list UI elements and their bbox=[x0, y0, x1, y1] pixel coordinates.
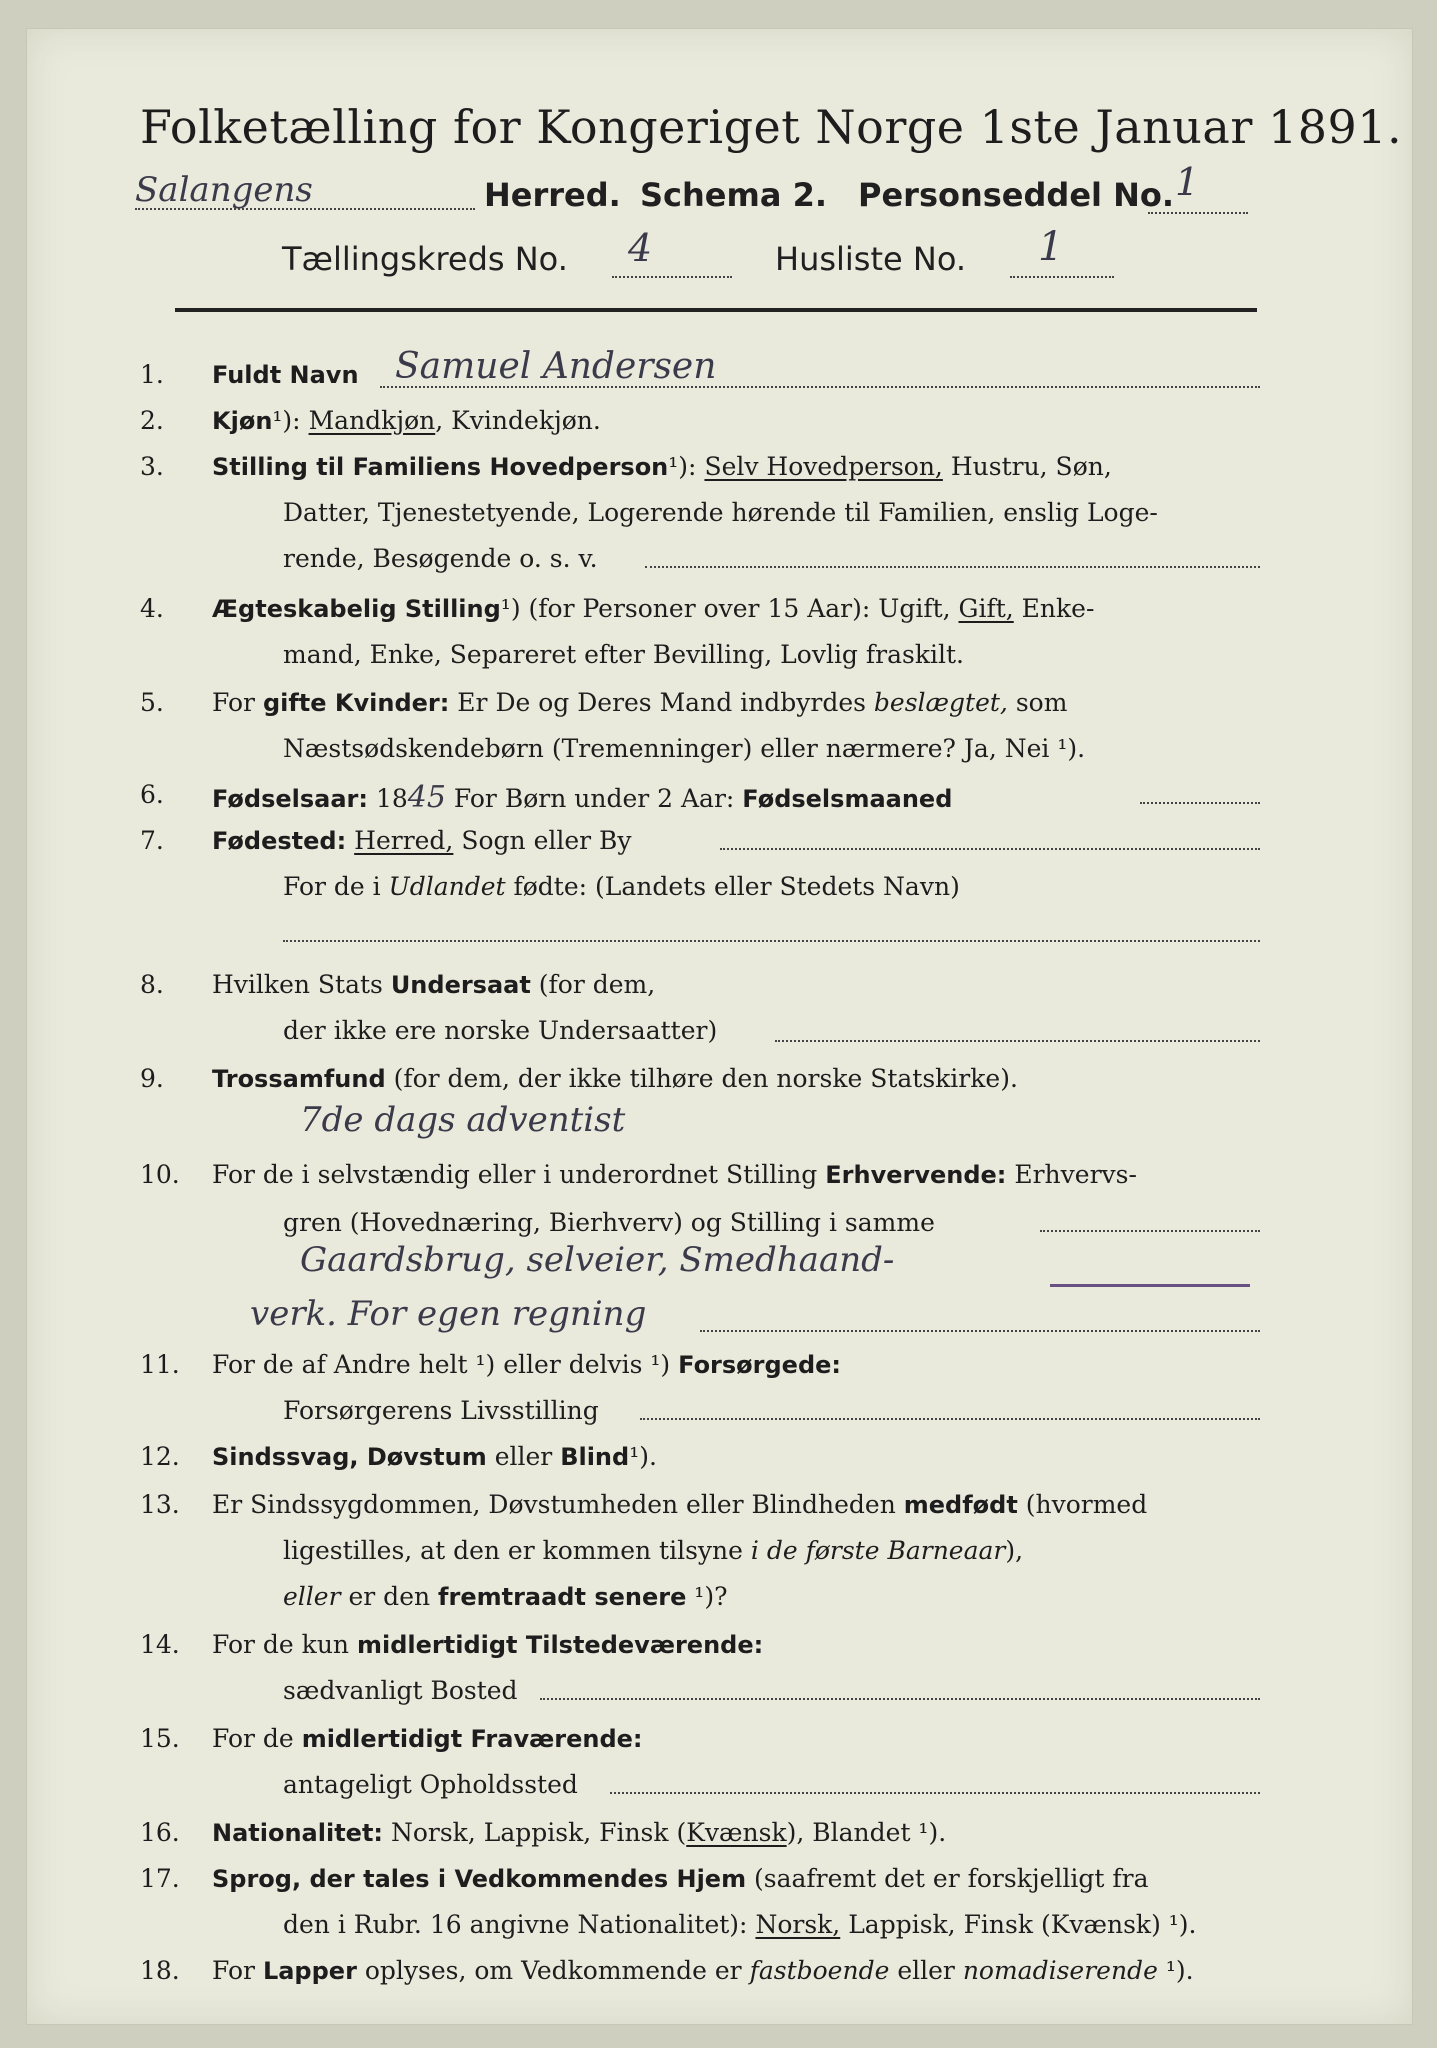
item-6-dotted-line bbox=[1140, 802, 1260, 804]
item-15-dotted-line bbox=[610, 1792, 1260, 1794]
item-number: 15. bbox=[140, 1724, 180, 1753]
item-number: 5. bbox=[140, 688, 164, 717]
item-7-label: Fødested: Herred, Sogn eller By bbox=[212, 826, 632, 855]
item-12-label: Sindssvag, Døvstum eller Blind¹). bbox=[212, 1442, 657, 1471]
occupation-handwritten-2: verk. For egen regning bbox=[250, 1294, 647, 1334]
item-14-dotted-line bbox=[540, 1698, 1260, 1700]
herred-dotted-line bbox=[135, 208, 475, 210]
item-10-dotted-line bbox=[1040, 1230, 1260, 1232]
item-number: 13. bbox=[140, 1490, 180, 1519]
personseddel-label: Personseddel No. bbox=[858, 176, 1175, 214]
item-2-label: Kjøn¹): Mandkjøn, Kvindekjøn. bbox=[212, 406, 601, 435]
husliste-label: Husliste No. bbox=[775, 240, 966, 278]
item-7-dotted-line-2 bbox=[283, 940, 1260, 942]
item-5-line-2: Næstsødskendebørn (Tremenninger) eller nærmere? Ja, Nei ¹). bbox=[283, 734, 1086, 763]
item-11-line-2: Forsørgerens Livsstilling bbox=[283, 1396, 599, 1425]
item-7-dotted-line bbox=[720, 848, 1260, 850]
item-15-line-2: antageligt Opholdssted bbox=[283, 1770, 578, 1799]
personseddel-dotted-line bbox=[1148, 212, 1248, 214]
item-3-line-2: Datter, Tjenestetyende, Logerende hørende til Familien, enslig Loge- bbox=[283, 498, 1158, 527]
item-number: 11. bbox=[140, 1350, 180, 1379]
item-14-label: For de kun midlertidigt Tilstedeværende: bbox=[212, 1630, 764, 1659]
item-number: 6. bbox=[140, 780, 164, 809]
item-number: 2. bbox=[140, 406, 164, 435]
item-3-label: Stilling til Familiens Hovedperson¹): Selv Hovedperson, Hustru, Søn, bbox=[212, 452, 1112, 481]
item-number: 3. bbox=[140, 452, 164, 481]
occupation-handwritten-1: Gaardsbrug, selveier, Smedhaand- bbox=[300, 1240, 895, 1280]
item-number: 1. bbox=[140, 360, 164, 389]
item-number: 18. bbox=[140, 1956, 180, 1985]
item-number: 9. bbox=[140, 1064, 164, 1093]
husliste-dotted-line bbox=[1010, 276, 1114, 278]
item-13-line-2: ligestilles, at den er kommen tilsyne i de første Barneaar), bbox=[283, 1536, 1024, 1565]
item-8-line-2: der ikke ere norske Undersaatter) bbox=[283, 1016, 718, 1045]
full-name-handwritten: Samuel Andersen bbox=[395, 346, 717, 387]
item-15-label: For de midlertidigt Fraværende: bbox=[212, 1724, 643, 1753]
item-10-line-2: gren (Hovednæring, Bierhverv) og Stilling i samme bbox=[283, 1208, 935, 1237]
item-11-dotted-line bbox=[640, 1418, 1260, 1420]
item-number: 8. bbox=[140, 970, 164, 999]
personseddel-handwritten: 1 bbox=[1175, 160, 1200, 204]
form-title: Folketælling for Kongeriget Norge 1ste Januar 1891. bbox=[140, 100, 1403, 154]
item-17-label: Sprog, der tales i Vedkommendes Hjem (saafremt det er forskjelligt fra bbox=[212, 1864, 1149, 1893]
kreds-label: Tællingskreds No. bbox=[282, 240, 568, 278]
item-3-dotted-line bbox=[645, 566, 1260, 568]
item-number: 14. bbox=[140, 1630, 180, 1659]
schema-label: Schema 2. bbox=[640, 176, 827, 214]
item-7-line-2: For de i Udlandet fødte: (Landets eller Stedets Navn) bbox=[283, 872, 960, 901]
item-16-label: Nationalitet: Norsk, Lappisk, Finsk (Kvænsk), Blandet ¹). bbox=[212, 1818, 947, 1847]
item-8-label: Hvilken Stats Undersaat (for dem, bbox=[212, 970, 656, 999]
item-4-label: Ægteskabelig Stilling¹) (for Personer over 15 Aar): Ugift, Gift, Enke- bbox=[212, 594, 1095, 623]
item-number: 7. bbox=[140, 826, 164, 855]
kreds-handwritten: 4 bbox=[628, 226, 653, 270]
husliste-handwritten: 1 bbox=[1038, 224, 1064, 270]
item-10-dotted-line-2 bbox=[700, 1330, 1260, 1332]
purple-underline bbox=[1050, 1284, 1250, 1287]
item-13-label: Er Sindssygdommen, Døvstumheden eller Blindheden medfødt (hvormed bbox=[212, 1490, 1148, 1519]
kreds-dotted-line bbox=[612, 276, 732, 278]
item-11-label: For de af Andre helt ¹) eller delvis ¹) Forsørgede: bbox=[212, 1350, 842, 1379]
item-1-dotted-line bbox=[380, 386, 1260, 388]
item-14-line-2: sædvanligt Bosted bbox=[283, 1676, 518, 1705]
item-number: 17. bbox=[140, 1864, 180, 1893]
item-9-label: Trossamfund (for dem, der ikke tilhøre den norske Statskirke). bbox=[212, 1064, 1018, 1093]
item-18-label: For Lapper oplyses, om Vedkommende er fastboende eller nomadiserende ¹). bbox=[212, 1956, 1194, 1985]
header-rule bbox=[175, 308, 1257, 312]
item-5-label: For gifte Kvinder: Er De og Deres Mand indbyrdes beslægtet, som bbox=[212, 688, 1068, 717]
item-13-line-3: eller er den fremtraadt senere ¹)? bbox=[283, 1582, 728, 1611]
herred-label: Herred. bbox=[484, 176, 621, 214]
item-number: 10. bbox=[140, 1160, 180, 1189]
item-1-label: Fuldt Navn bbox=[212, 361, 359, 389]
item-10-label: For de i selvstændig eller i underordnet Stilling Erhvervende: Erhvervs- bbox=[212, 1160, 1137, 1189]
item-6-label: Fødselsaar: 1845 For Børn under 2 Aar: Fødselsmaaned bbox=[212, 780, 953, 815]
item-number: 12. bbox=[140, 1442, 180, 1471]
religion-handwritten: 7de dags adventist bbox=[300, 1100, 626, 1140]
item-number: 4. bbox=[140, 594, 164, 623]
item-3-line-3: rende, Besøgende o. s. v. bbox=[283, 544, 598, 573]
item-8-dotted-line bbox=[775, 1040, 1260, 1042]
item-number: 16. bbox=[140, 1818, 180, 1847]
item-4-line-2: mand, Enke, Separeret efter Bevilling, Lovlig fraskilt. bbox=[283, 640, 964, 669]
herred-handwritten: Salangens bbox=[135, 170, 313, 210]
item-17-line-2: den i Rubr. 16 angivne Nationalitet): Norsk, Lappisk, Finsk (Kvænsk) ¹). bbox=[283, 1910, 1197, 1939]
birth-year-handwritten: 45 bbox=[407, 780, 446, 815]
